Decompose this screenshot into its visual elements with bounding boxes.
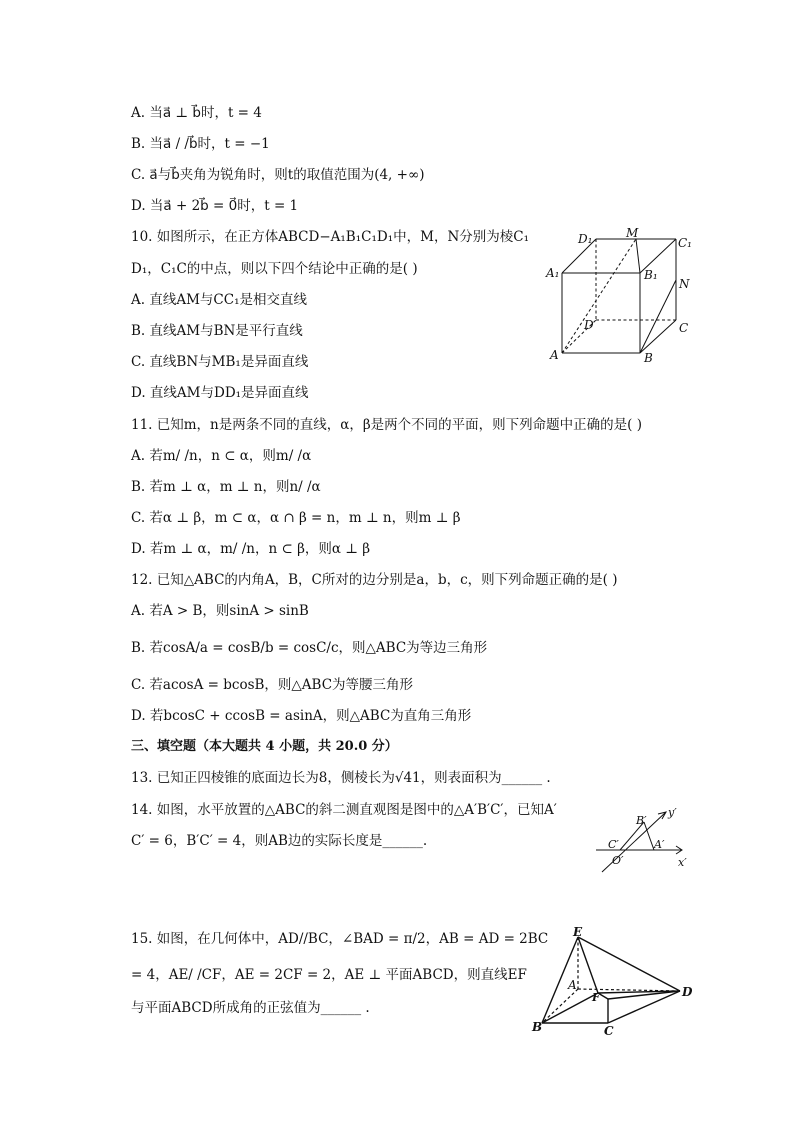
label-c-prime: C′	[608, 838, 619, 851]
q13-stem: 13. 已知正四棱锥的底面边长为8，侧棱长为√41，则表面积为______ .	[131, 770, 551, 786]
q11-stem: 11. 已知m，n是两条不同的直线，α，β是两个不同的平面，则下列命题中正确的是( )	[131, 417, 643, 433]
label-c1: C₁	[678, 236, 692, 250]
solid-figure	[528, 925, 700, 1040]
q15-stem: 15. 如图，在几何体中，AD//BC，∠BAD = π/2，AB = AD = 2BC	[131, 931, 549, 947]
q9-option-a: A. 当a⃗ ⊥ b⃗时，t = 4	[131, 105, 262, 121]
label-b: B	[532, 1020, 543, 1034]
q11-option-a: A. 若m/ /n，n ⊂ α，则m/ /α	[131, 448, 312, 464]
q15-stem-cont: = 4，AE/ /CF，AE = 2CF = 2，AE ⊥ 平面ABCD，则直线EF	[131, 967, 527, 983]
q14-stem-cont: C′ = 6，B′C′ = 4，则AB边的实际长度是______.	[131, 833, 428, 849]
label-b-prime: B′	[636, 814, 647, 827]
label-y-prime: y′	[668, 806, 677, 819]
label-f: F	[592, 991, 600, 1004]
q15-stem-end: 与平面ABCD所成角的正弦值为______ .	[131, 1000, 370, 1016]
cube-figure	[540, 225, 700, 370]
label-a-prime: A′	[654, 838, 665, 851]
oblique-axes-figure	[592, 800, 696, 878]
q10-option-a: A. 直线AM与CC₁是相交直线	[131, 292, 307, 308]
q11-option-d: D. 若m ⊥ α，m/ /n，n ⊂ β，则α ⊥ β	[131, 541, 371, 557]
label-n: N	[679, 277, 690, 291]
section-heading: 三、填空题（本大题共 4 小题，共 20.0 分）	[131, 739, 398, 754]
q10-stem-cont: D₁，C₁C的中点，则以下四个结论中正确的是( )	[131, 261, 418, 277]
label-x-prime: x′	[678, 856, 687, 869]
q12-option-d: D. 若bcosC + ccosB = asinA，则△ABC为直角三角形	[131, 708, 472, 724]
q10-option-c: C. 直线BN与MB₁是异面直线	[131, 354, 309, 370]
q9-option-d: D. 当a⃗ + 2b⃗ = 0⃗时，t = 1	[131, 198, 299, 214]
q11-option-c: C. 若α ⊥ β，m ⊂ α，α ∩ β = n，m ⊥ n，则m ⊥ β	[131, 510, 461, 526]
q14-stem: 14. 如图，水平放置的△ABC的斜二测直观图是图中的△A′B′C′，已知A′	[131, 802, 557, 818]
label-d1: D₁	[578, 232, 593, 246]
q12-option-c: C. 若acosA = bcosB，则△ABC为等腰三角形	[131, 677, 414, 693]
label-m: M	[626, 226, 639, 240]
q9-option-b: B. 当a⃗ / /b⃗时，t = −1	[131, 136, 270, 152]
q10-stem: 10. 如图所示，在正方体ABCD−A₁B₁C₁D₁中，M，N分别为棱C₁	[131, 229, 529, 245]
q12-option-b: B. 若cosA/a = cosB/b = cosC/c，则△ABC为等边三角形	[131, 640, 488, 656]
label-a: A	[568, 978, 577, 992]
label-o-prime: O′	[612, 854, 624, 867]
label-d: D	[682, 985, 693, 999]
label-d: D	[584, 318, 594, 332]
q10-option-b: B. 直线AM与BN是平行直线	[131, 323, 303, 339]
label-b: B	[644, 351, 653, 365]
q11-option-b: B. 若m ⊥ α，m ⊥ n，则n/ /α	[131, 479, 321, 495]
label-a: A	[550, 348, 559, 362]
q9-option-c: C. a⃗与b⃗夹角为锐角时，则t的取值范围为(4, +∞)	[131, 167, 425, 183]
q12-stem: 12. 已知△ABC的内角A，B，C所对的边分别是a，b，c，则下列命题正确的是( )	[131, 572, 618, 588]
label-c: C	[604, 1024, 614, 1038]
label-a1: A₁	[546, 266, 560, 280]
label-c: C	[679, 321, 689, 335]
label-e: E	[573, 925, 583, 939]
q10-option-d: D. 直线AM与DD₁是异面直线	[131, 385, 309, 401]
q12-option-a: A. 若A > B，则sinA > sinB	[131, 603, 309, 619]
label-b1: B₁	[644, 268, 658, 282]
